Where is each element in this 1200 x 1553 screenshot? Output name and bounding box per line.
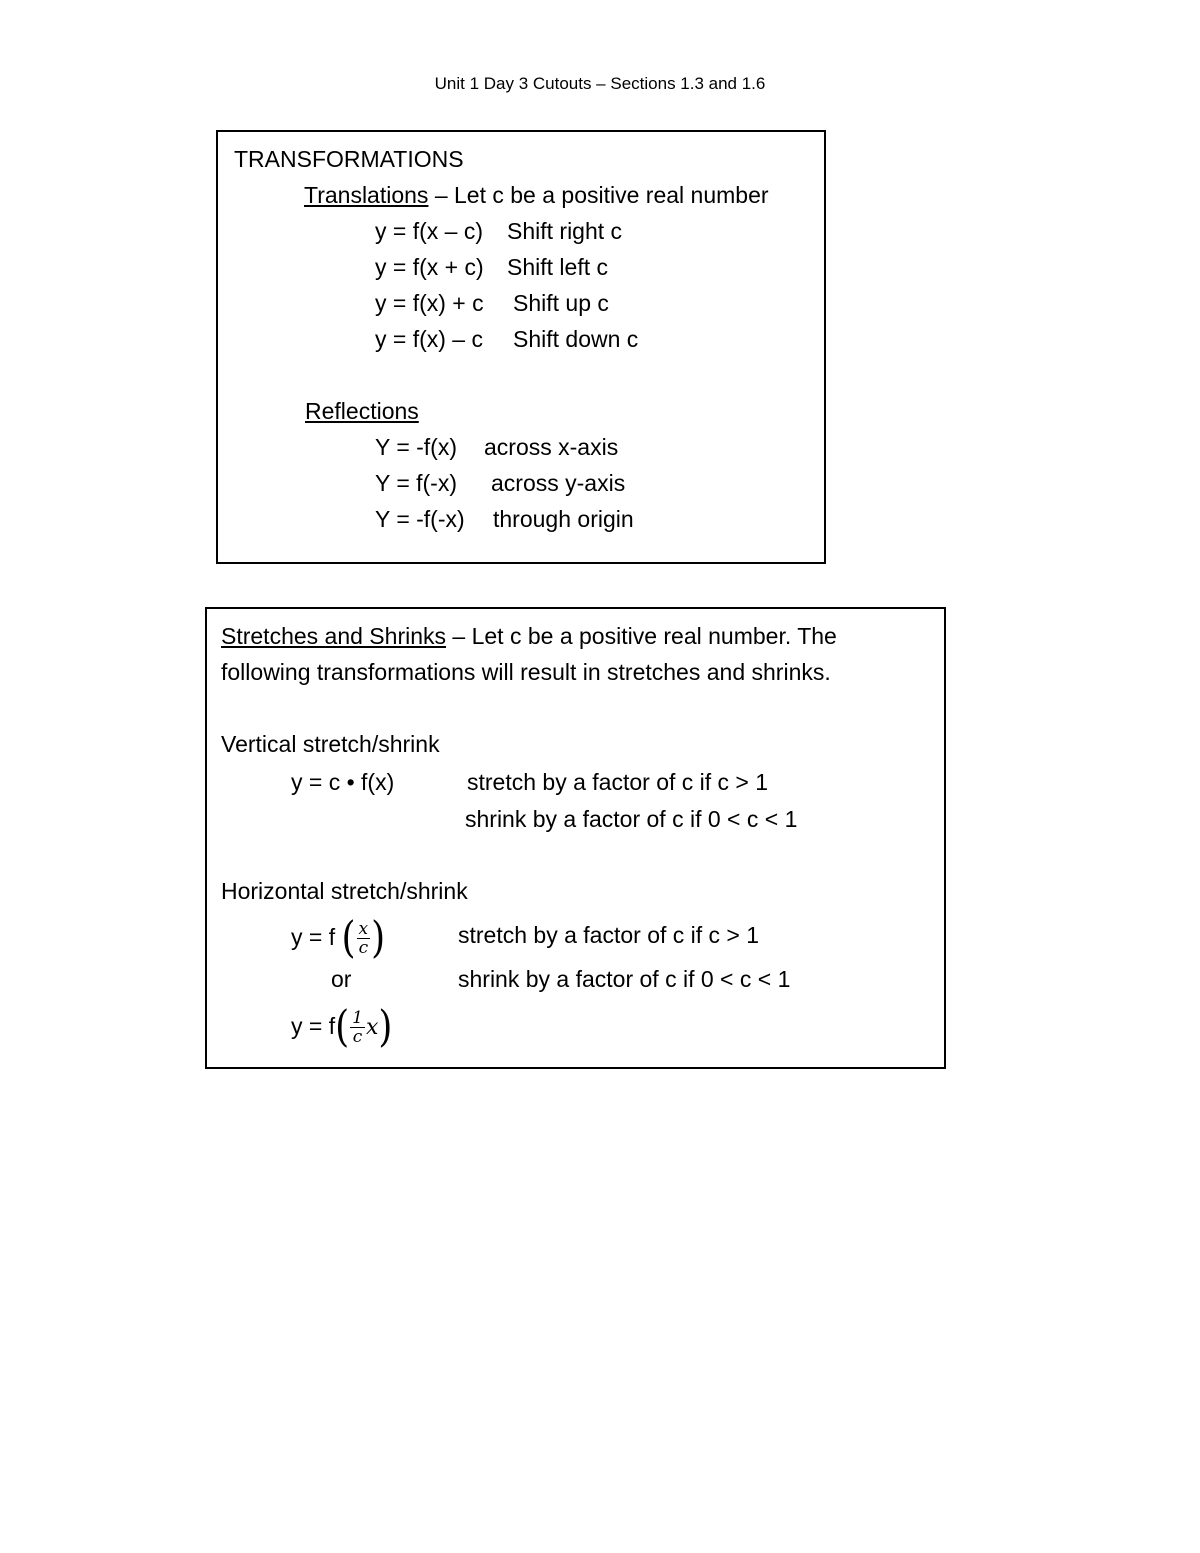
horizontal-heading: Horizontal stretch/shrink [221,878,468,904]
reflections-label: Reflections [305,398,419,424]
horizontal-eq2-prefix: y = f [291,1013,336,1039]
translations-label: Translations [304,182,429,208]
translation-desc: Shift up c [513,290,609,316]
fraction-numerator: 1 [352,1008,363,1029]
fraction-denominator: c [352,1027,363,1048]
vertical-desc-shrink: shrink by a factor of c if 0 < c < 1 [465,806,798,832]
right-paren: ) [378,1002,393,1052]
stretches-intro-line [221,622,837,650]
fraction-x-over-c [357,920,371,957]
stretches-label: Stretches and Shrinks [221,623,447,649]
fraction-numerator: x [358,919,369,940]
vertical-heading: Vertical stretch/shrink [221,731,440,757]
reflection-desc: through origin [493,506,634,532]
translation-eq: y = f(x – c) [375,218,483,244]
translation-desc: Shift down c [513,326,639,352]
stretches-intro: – Let c be a positive real number. The [446,623,837,649]
left-paren: ( [341,913,356,963]
horizontal-eq2 [291,1002,393,1052]
reflection-desc: across x-axis [484,434,619,460]
right-paren: ) [371,913,386,963]
horizontal-desc-shrink: shrink by a factor of c if 0 < c < 1 [458,966,791,992]
translations-intro: – Let c be a positive real number [428,182,769,208]
translation-desc: Shift right c [507,218,623,244]
stretches-intro-line2: following transformations will result in stretches and shrinks. [221,659,831,685]
left-paren: ( [335,1002,350,1052]
stretches-box [205,607,946,1069]
reflection-eq: Y = -f(x) [375,434,458,460]
fraction-1-over-c [350,1009,365,1046]
transformations-box [216,130,826,564]
or-label: or [331,966,352,992]
reflection-eq: Y = -f(-x) [375,506,465,532]
vertical-eq: y = c • f(x) [291,769,395,795]
horizontal-desc-stretch: stretch by a factor of c if c > 1 [458,922,760,948]
variable-x: x [365,1014,379,1040]
translation-eq: y = f(x + c) [375,254,484,280]
transformations-heading: TRANSFORMATIONS [234,146,464,172]
reflection-eq: Y = f(-x) [375,470,458,496]
vertical-desc-stretch: stretch by a factor of c if c > 1 [467,769,769,795]
translations-line [304,181,769,209]
translation-eq: y = f(x) + c [375,290,484,316]
translation-eq: y = f(x) – c [375,326,483,352]
translation-desc: Shift left c [507,254,608,280]
fraction-denominator: c [358,938,369,959]
horizontal-eq1 [291,913,386,963]
page-title: Unit 1 Day 3 Cutouts – Sections 1.3 and 1.6 [434,74,766,93]
reflection-desc: across y-axis [491,470,626,496]
horizontal-eq1-prefix: y = f [291,924,336,950]
